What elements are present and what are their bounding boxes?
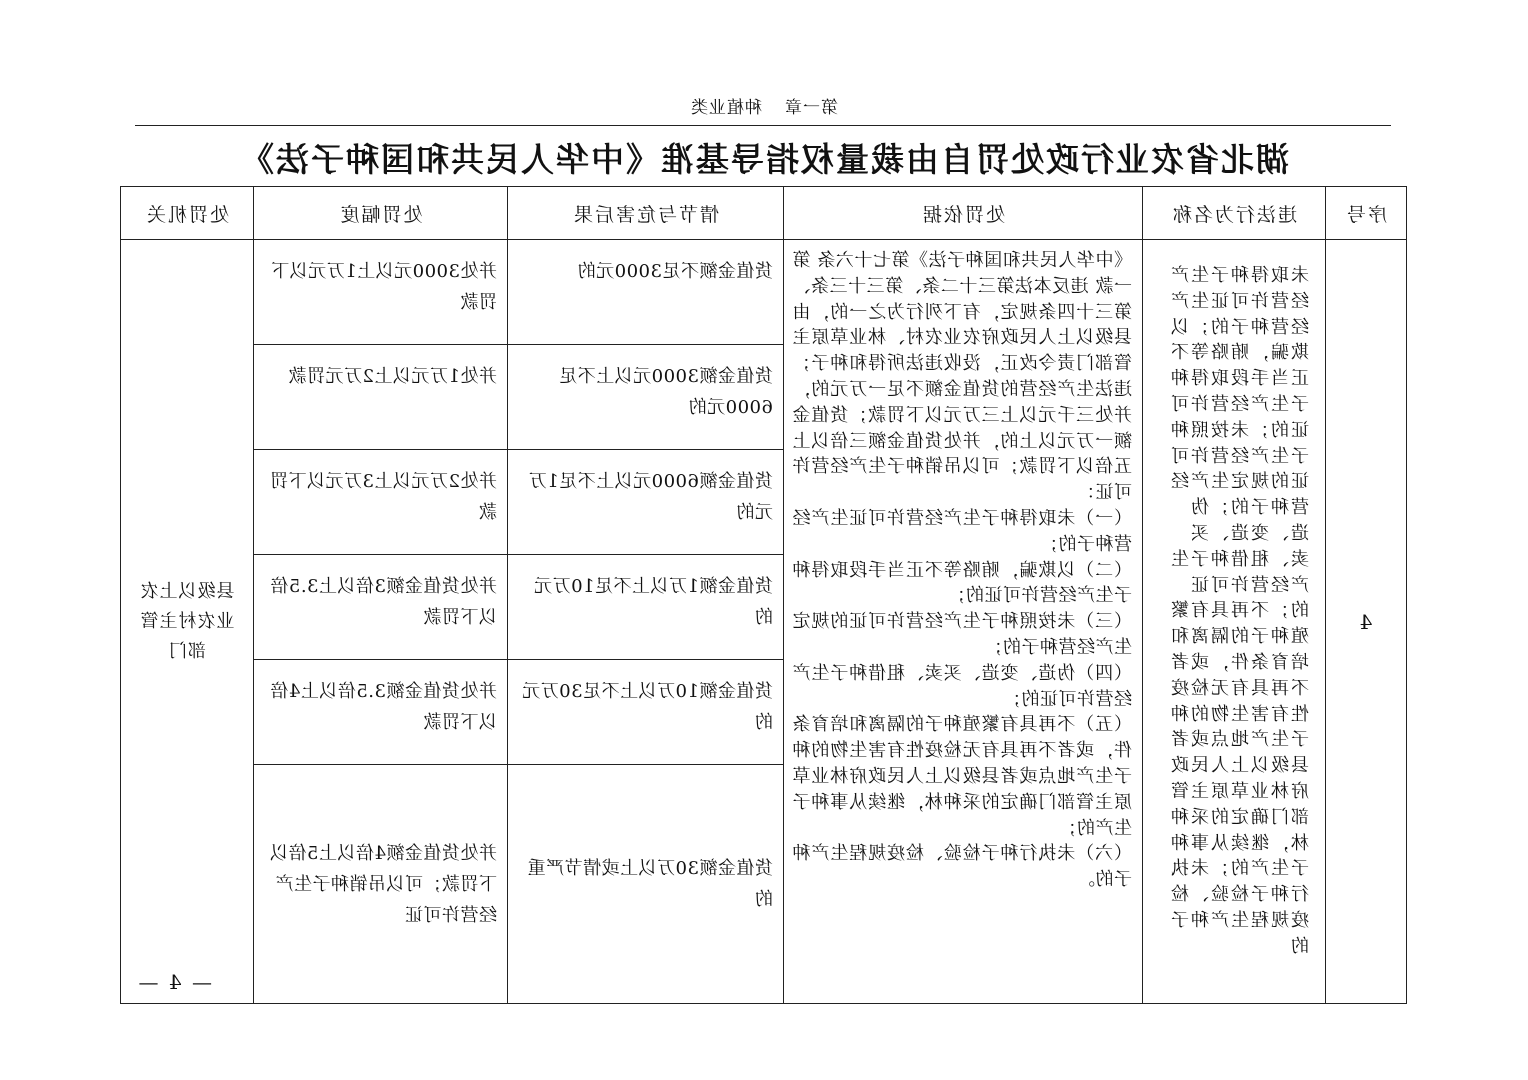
basis-item: （一）未取得种子生产经营许可证生产经营种子的； xyxy=(792,507,1132,555)
basis-item: （四）伪造、变造、买卖、租借种子生产经营许可证的； xyxy=(792,662,1132,710)
table-header-row xyxy=(121,187,1407,240)
document-title: 湖北省农业行政处罚自由裁量权指导基准《中华人民共和国种子法》 xyxy=(239,140,1289,179)
col-header-seq: 序号 xyxy=(1326,187,1407,240)
cell-circumstance: 货值金额30万以上或情节严重的 xyxy=(508,765,784,1004)
cell-penalty: 并处货值金额4倍以上5倍以下罚款；可以吊销种子生产经营许可证 xyxy=(254,765,508,1004)
cell-circumstance: 货值金额3000元以上不足6000元的 xyxy=(508,345,784,450)
page-number: — 4 — xyxy=(136,970,212,994)
penalty-table xyxy=(120,186,1407,1004)
cell-violation-name: 未取得种子生产经营许可证生产经营种子的；以欺骗，贿赂等不正当手段取得种子生产经营许可证的；未按照种子生产经营许可证的规定生产经营种子的；伪造、变造、买卖、租借种子生产经营许可证的；不再具有繁殖种子的隔离和培育条件，或者不再具有无检疫性有害生物的种子生产地点或者县级以上人民政府林业草原主管部门确定的采种林，继续从事种子生产的；未执行种子检验、检疫规程生产种子的 xyxy=(1143,240,1326,1004)
header-rule xyxy=(135,125,1391,126)
cell-circumstance: 货值金额6000元以上不足1万元的 xyxy=(508,450,784,555)
cell-penalty: 并处1万元以上2万元罚款 xyxy=(254,345,508,450)
chapter-label: 第一章 xyxy=(784,98,838,118)
col-header-basis: 处罚依据 xyxy=(784,187,1143,240)
cell-circumstance: 货值金额10万以上不足30万元的 xyxy=(508,660,784,765)
basis-item: （三）未按照种子生产经营许可证的规定生产经营种子的； xyxy=(792,611,1132,658)
cell-penalty: 并处3000元以上1万元以下罚款 xyxy=(254,240,508,345)
cell-basis xyxy=(784,240,1143,1004)
basis-paragraph: 《中华人民共和国种子法》第七十六条 第一款 违反本法第三十二条、第三十三条、第三十四条规定，有下列行为之一的，由县级以上人民政府农业农村、林业草原主管部门责令改正，没收违法所得和种子；违法生产经营的货值金额不足一万元的，并处三千元以上三万元以下罚款；货值金额一万元以上的，并处货值金额三倍以上五倍以下罚款；可以吊销种子生产经营许可证： xyxy=(792,250,1132,504)
table-row xyxy=(121,240,1407,345)
col-header-circumstance: 情节与危害后果 xyxy=(508,187,784,240)
col-header-violation: 违法行为名称 xyxy=(1143,187,1326,240)
basis-item: （二）以欺骗，贿赂等不正当手段取得种子生产经营许可证的； xyxy=(792,559,1132,607)
col-header-authority: 处罚机关 xyxy=(121,187,254,240)
basis-item: （五）不再具有繁殖种子的隔离和培育条件，或者不再具有无检疫性有害生物的种子生产地点或者县级以上人民政府林业草原主管部门确定的采种林，继续从事种子生产的； xyxy=(792,714,1132,839)
cell-penalty: 并处2万元以上3万元以下罚款 xyxy=(254,450,508,555)
chapter-title: 种植业类 xyxy=(690,98,762,118)
running-header xyxy=(0,93,1528,118)
basis-item: （六）未执行种子检验、检疫规程生产种子的。 xyxy=(792,843,1132,891)
col-header-penalty-range: 处罚幅度 xyxy=(254,187,508,240)
cell-penalty: 并处货值金额3倍以上3.5倍以下罚款 xyxy=(254,555,508,660)
cell-seq: 4 xyxy=(1326,240,1407,1004)
cell-penalty: 并处货值金额3.5倍以上4倍以下罚款 xyxy=(254,660,508,765)
cell-circumstance: 货值金额1万以上不足10万元的 xyxy=(508,555,784,660)
cell-authority: 县级以上农业农村主管部门 xyxy=(121,240,254,1004)
cell-circumstance: 货值金额不足3000元的 xyxy=(508,240,784,345)
